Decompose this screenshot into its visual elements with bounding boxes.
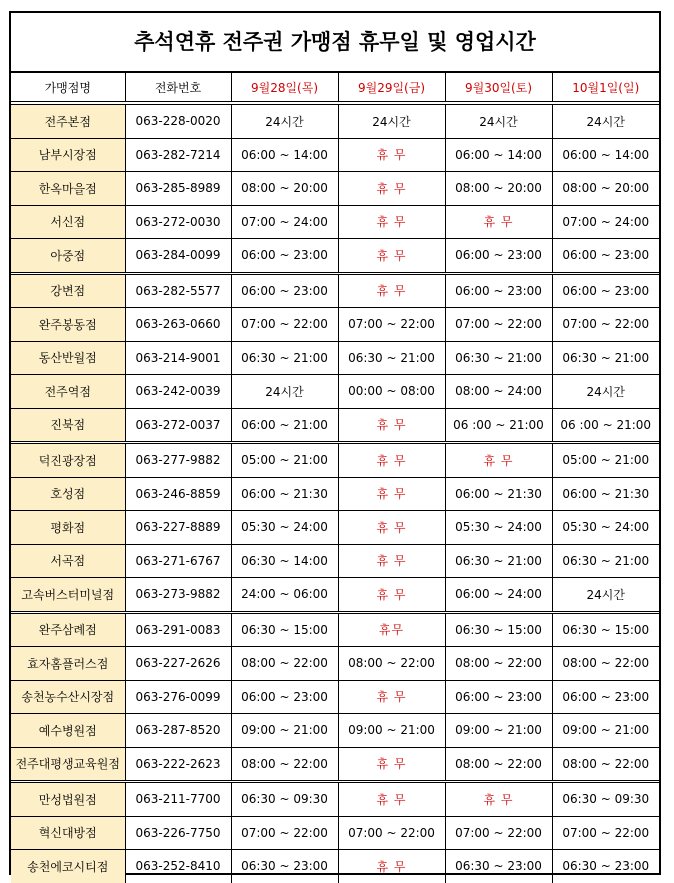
phone-cell: 063-273-9882 [125, 578, 231, 613]
hours-cell: 06:00 ~ 14:00 [445, 138, 552, 172]
phone-cell: 063-284-0099 [125, 239, 231, 274]
hours-cell: 24시간 [231, 103, 338, 138]
phone-cell: 063-285-8989 [125, 172, 231, 206]
store-name-cell: 만성법원점 [11, 782, 125, 817]
hours-cell: 05:30 ~ 24:00 [552, 511, 659, 545]
store-name-cell: 예수병원점 [11, 714, 125, 748]
closed-cell: 휴 무 [338, 511, 445, 545]
table-body [11, 103, 659, 883]
table-row [11, 103, 659, 138]
store-name-cell: 완주봉동점 [11, 308, 125, 342]
header-date: 9월30일(토) [445, 73, 552, 104]
header-date: 10월1일(일) [552, 73, 659, 104]
hours-cell: 06:30 ~ 23:00 [231, 850, 338, 883]
hours-cell: 24시간 [552, 375, 659, 409]
hours-cell: 06:00 ~ 24:00 [445, 578, 552, 613]
closed-cell: 휴 무 [338, 443, 445, 478]
table-row [11, 680, 659, 714]
phone-cell: 063-282-7214 [125, 138, 231, 172]
phone-cell: 063-272-0037 [125, 408, 231, 443]
hours-cell: 08:00 ~ 22:00 [338, 647, 445, 681]
phone-cell: 063-228-0020 [125, 103, 231, 138]
table-row [11, 477, 659, 511]
hours-cell: 09:00 ~ 21:00 [338, 714, 445, 748]
header-row [11, 73, 659, 104]
store-name-cell: 호성점 [11, 477, 125, 511]
header-date: 9월28일(목) [231, 73, 338, 104]
hours-cell: 08:00 ~ 22:00 [231, 647, 338, 681]
hours-cell: 06:30 ~ 14:00 [231, 544, 338, 578]
hours-cell: 06:00 ~ 23:00 [231, 680, 338, 714]
hours-cell: 24시간 [445, 103, 552, 138]
table-row [11, 747, 659, 782]
store-name-cell: 강변점 [11, 273, 125, 308]
table-row [11, 816, 659, 850]
store-name-cell: 효자홈플러스점 [11, 647, 125, 681]
phone-cell: 063-211-7700 [125, 782, 231, 817]
closed-cell: 휴무 [338, 612, 445, 647]
hours-cell: 05:30 ~ 24:00 [231, 511, 338, 545]
hours-cell: 08:00 ~ 22:00 [552, 747, 659, 782]
hours-cell: 07:00 ~ 22:00 [338, 816, 445, 850]
hours-cell: 06:00 ~ 23:00 [445, 273, 552, 308]
phone-cell: 063-272-0030 [125, 205, 231, 239]
table-row [11, 544, 659, 578]
hours-cell: 06 :00 ~ 21:00 [552, 408, 659, 443]
schedule-sheet [9, 11, 661, 875]
store-name-cell: 서곡점 [11, 544, 125, 578]
table-row [11, 239, 659, 274]
hours-cell: 07:00 ~ 24:00 [552, 205, 659, 239]
hours-cell: 24:00 ~ 06:00 [231, 578, 338, 613]
phone-cell: 063-282-5577 [125, 273, 231, 308]
hours-cell: 06:00 ~ 23:00 [231, 239, 338, 274]
table-row [11, 273, 659, 308]
store-name-cell: 한옥마을점 [11, 172, 125, 206]
hours-cell: 06:00 ~ 23:00 [552, 680, 659, 714]
hours-cell: 07:00 ~ 22:00 [338, 308, 445, 342]
hours-cell: 06:00 ~ 21:30 [231, 477, 338, 511]
table-row [11, 714, 659, 748]
hours-cell: 05:00 ~ 21:00 [552, 443, 659, 478]
closed-cell: 휴 무 [338, 273, 445, 308]
hours-cell: 09:00 ~ 21:00 [552, 714, 659, 748]
closed-cell: 휴 무 [338, 747, 445, 782]
hours-cell: 08:00 ~ 22:00 [552, 647, 659, 681]
closed-cell: 휴 무 [338, 782, 445, 817]
phone-cell: 063-227-8889 [125, 511, 231, 545]
phone-cell: 063-263-0660 [125, 308, 231, 342]
hours-cell: 24시간 [552, 103, 659, 138]
hours-cell: 06:30 ~ 09:30 [231, 782, 338, 817]
hours-cell: 06:00 ~ 21:30 [445, 477, 552, 511]
phone-cell: 063-277-9882 [125, 443, 231, 478]
hours-cell: 24시간 [231, 375, 338, 409]
hours-cell: 06:30 ~ 23:00 [445, 850, 552, 883]
table-row [11, 647, 659, 681]
table-row [11, 375, 659, 409]
closed-cell: 휴 무 [338, 680, 445, 714]
hours-cell: 06:00 ~ 21:30 [552, 477, 659, 511]
hours-cell: 06:30 ~ 09:30 [552, 782, 659, 817]
hours-cell: 06:00 ~ 23:00 [552, 239, 659, 274]
hours-cell: 06:00 ~ 14:00 [552, 138, 659, 172]
hours-cell: 07:00 ~ 24:00 [231, 205, 338, 239]
hours-cell: 06:30 ~ 23:00 [552, 850, 659, 883]
store-name-cell: 진북점 [11, 408, 125, 443]
phone-cell: 063-214-9001 [125, 341, 231, 375]
hours-cell: 07:00 ~ 22:00 [231, 816, 338, 850]
table-row [11, 408, 659, 443]
store-name-cell: 남부시장점 [11, 138, 125, 172]
closed-cell: 휴 무 [338, 544, 445, 578]
closed-cell: 휴 무 [445, 443, 552, 478]
phone-cell: 063-271-6767 [125, 544, 231, 578]
hours-cell: 06:30 ~ 21:00 [552, 341, 659, 375]
phone-cell: 063-252-8410 [125, 850, 231, 883]
closed-cell: 휴 무 [338, 578, 445, 613]
closed-cell: 휴 무 [445, 205, 552, 239]
hours-cell: 08:00 ~ 20:00 [445, 172, 552, 206]
store-name-cell: 아중점 [11, 239, 125, 274]
hours-cell: 07:00 ~ 22:00 [231, 308, 338, 342]
hours-cell: 06:00 ~ 23:00 [445, 239, 552, 274]
phone-cell: 063-242-0039 [125, 375, 231, 409]
table-row [11, 850, 659, 883]
table-row [11, 782, 659, 817]
phone-cell: 063-227-2626 [125, 647, 231, 681]
hours-cell: 08:00 ~ 22:00 [445, 747, 552, 782]
page-title: 추석연휴 전주권 가맹점 휴무일 및 영업시간 [11, 13, 659, 72]
table-row [11, 205, 659, 239]
table-row [11, 612, 659, 647]
store-name-cell: 송천농수산시장점 [11, 680, 125, 714]
hours-cell: 06:30 ~ 21:00 [231, 341, 338, 375]
closed-cell: 휴 무 [445, 782, 552, 817]
phone-cell: 063-287-8520 [125, 714, 231, 748]
hours-cell: 00:00 ~ 08:00 [338, 375, 445, 409]
phone-cell: 063-222-2623 [125, 747, 231, 782]
hours-cell: 06:00 ~ 23:00 [231, 273, 338, 308]
phone-cell: 063-291-0083 [125, 612, 231, 647]
hours-cell: 06:00 ~ 23:00 [445, 680, 552, 714]
store-name-cell: 전주본점 [11, 103, 125, 138]
closed-cell: 휴 무 [338, 477, 445, 511]
hours-cell: 06:30 ~ 15:00 [445, 612, 552, 647]
store-name-cell: 전주대평생교육원점 [11, 747, 125, 782]
hours-cell: 06:00 ~ 23:00 [552, 273, 659, 308]
closed-cell: 휴 무 [338, 172, 445, 206]
hours-cell: 06:30 ~ 21:00 [445, 544, 552, 578]
hours-cell: 06 :00 ~ 21:00 [445, 408, 552, 443]
phone-cell: 063-276-0099 [125, 680, 231, 714]
hours-cell: 07:00 ~ 22:00 [552, 816, 659, 850]
header-phone: 전화번호 [125, 73, 231, 104]
table-row [11, 443, 659, 478]
store-name-cell: 평화점 [11, 511, 125, 545]
hours-cell: 08:00 ~ 22:00 [445, 647, 552, 681]
hours-cell: 05:30 ~ 24:00 [445, 511, 552, 545]
hours-cell: 05:00 ~ 21:00 [231, 443, 338, 478]
hours-cell: 08:00 ~ 20:00 [552, 172, 659, 206]
table-row [11, 578, 659, 613]
phone-cell: 063-246-8859 [125, 477, 231, 511]
table-row [11, 341, 659, 375]
store-name-cell: 동산반월점 [11, 341, 125, 375]
header-date: 9월29일(금) [338, 73, 445, 104]
schedule-table [11, 72, 659, 883]
hours-cell: 06:30 ~ 21:00 [445, 341, 552, 375]
hours-cell: 06:30 ~ 15:00 [231, 612, 338, 647]
hours-cell: 07:00 ~ 22:00 [445, 308, 552, 342]
store-name-cell: 송천에코시티점 [11, 850, 125, 883]
hours-cell: 06:30 ~ 15:00 [552, 612, 659, 647]
hours-cell: 07:00 ~ 22:00 [445, 816, 552, 850]
store-name-cell: 서신점 [11, 205, 125, 239]
store-name-cell: 고속버스터미널점 [11, 578, 125, 613]
hours-cell: 08:00 ~ 20:00 [231, 172, 338, 206]
store-name-cell: 전주역점 [11, 375, 125, 409]
phone-cell: 063-226-7750 [125, 816, 231, 850]
table-row [11, 172, 659, 206]
table-row [11, 511, 659, 545]
hours-cell: 06:30 ~ 21:00 [552, 544, 659, 578]
hours-cell: 08:00 ~ 24:00 [445, 375, 552, 409]
hours-cell: 24시간 [552, 578, 659, 613]
closed-cell: 휴 무 [338, 138, 445, 172]
hours-cell: 09:00 ~ 21:00 [445, 714, 552, 748]
header-store: 가맹점명 [11, 73, 125, 104]
hours-cell: 08:00 ~ 22:00 [231, 747, 338, 782]
hours-cell: 09:00 ~ 21:00 [231, 714, 338, 748]
hours-cell: 07:00 ~ 22:00 [552, 308, 659, 342]
hours-cell: 24시간 [338, 103, 445, 138]
table-row [11, 308, 659, 342]
hours-cell: 06:00 ~ 21:00 [231, 408, 338, 443]
closed-cell: 휴 무 [338, 408, 445, 443]
store-name-cell: 덕진광장점 [11, 443, 125, 478]
table-row [11, 138, 659, 172]
closed-cell: 휴 무 [338, 850, 445, 883]
store-name-cell: 혁신대방점 [11, 816, 125, 850]
store-name-cell: 완주삼례점 [11, 612, 125, 647]
hours-cell: 06:30 ~ 21:00 [338, 341, 445, 375]
hours-cell: 06:00 ~ 14:00 [231, 138, 338, 172]
closed-cell: 휴 무 [338, 239, 445, 274]
closed-cell: 휴 무 [338, 205, 445, 239]
